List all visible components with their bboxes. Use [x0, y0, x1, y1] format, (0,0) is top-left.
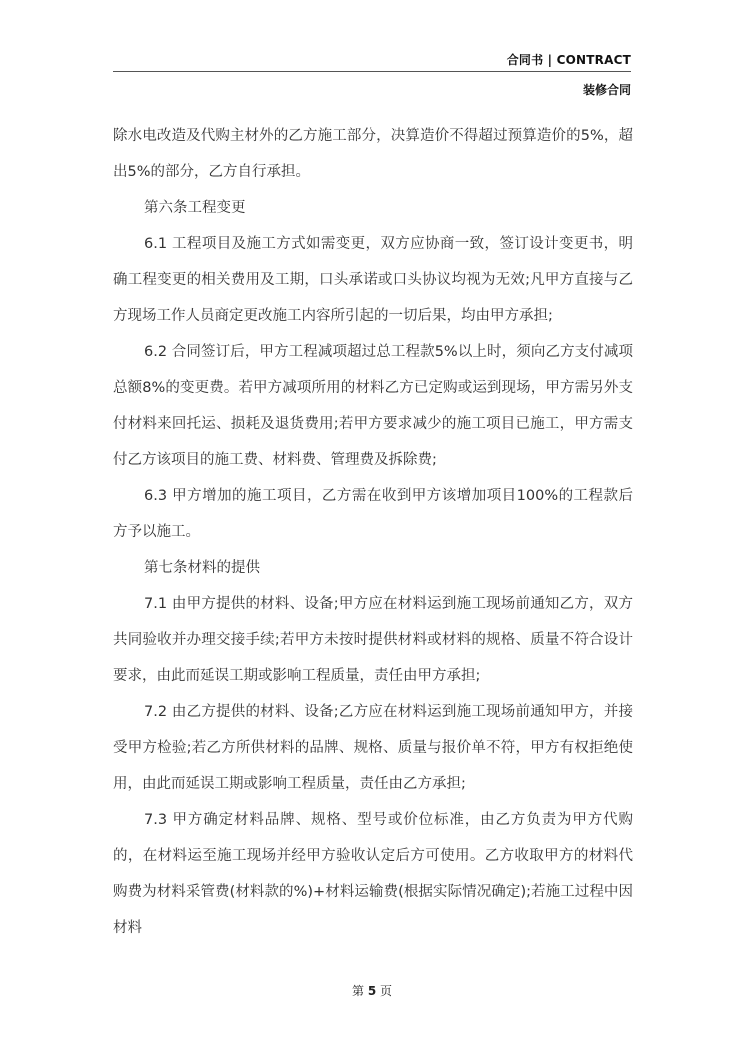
clause-6-2: 6.2 合同签订后，甲方工程减项超过总工程款5%以上时，须向乙方支付减项总额8%的变更费。若甲方减项所用的材料乙方已定购或运到现场，甲方需另外支付材料来回托运、损耗及退货费用;若甲方要求减少的施工项目已施工，甲方需支付乙方该项目的施工费、材料费、管理费及拆除费;: [113, 344, 633, 468]
clause-7-1: 7.1 由甲方提供的材料、设备;甲方应在材料运到施工现场前通知乙方，双方共同验收并办理交接手续;若甲方未按时提供材料或材料的规格、质量不符合设计要求，由此而延误工期或影响工程质量，责任由甲方承担;: [113, 596, 633, 684]
page-number: [0, 982, 744, 999]
clause-7-2: 7.2 由乙方提供的材料、设备;乙方应在材料运到施工现场前通知甲方，并接受甲方检验;若乙方所供材料的品牌、规格、质量与报价单不符，甲方有权拒绝使用，由此而延误工期或影响工程质量，责任由乙方承担;: [113, 704, 633, 792]
clause-6-3: 6.3 甲方增加的施工项目，乙方需在收到甲方该增加项目100%的工程款后方予以施工。: [113, 488, 633, 540]
page-number-suffix: 页: [380, 984, 393, 998]
section-heading-article-6: 第六条工程变更: [144, 200, 246, 216]
clause-7-3: 7.3 甲方确定材料品牌、规格、型号或价位标准，由乙方负责为甲方代购的，在材料运至施工现场并经甲方验收认定后方可使用。乙方收取甲方的材料代购费为材料采管费(材料款的%)+材料运输费(根据实际情况确定);若施工过程中因材料: [113, 812, 633, 936]
page-number-value: 5: [367, 984, 377, 998]
page-number-prefix: 第: [351, 984, 364, 998]
header-divider: [113, 71, 631, 72]
section-heading-article-7: 第七条材料的提供: [144, 560, 260, 576]
document-body: [113, 118, 633, 946]
paragraph-continuation: 除水电改造及代购主材外的乙方施工部分，决算造价不得超过预算造价的5%，超出5%的部分，乙方自行承担。: [113, 128, 633, 180]
header-subtitle: 装修合同: [582, 83, 631, 97]
header-title: 合同书 | CONTRACT: [506, 53, 631, 67]
clause-6-1: 6.1 工程项目及施工方式如需变更，双方应协商一致，签订设计变更书，明确工程变更的相关费用及工期，口头承诺或口头协议均视为无效;凡甲方直接与乙方现场工作人员商定更改施工内容所引起的一切后果，均由甲方承担;: [113, 236, 633, 324]
